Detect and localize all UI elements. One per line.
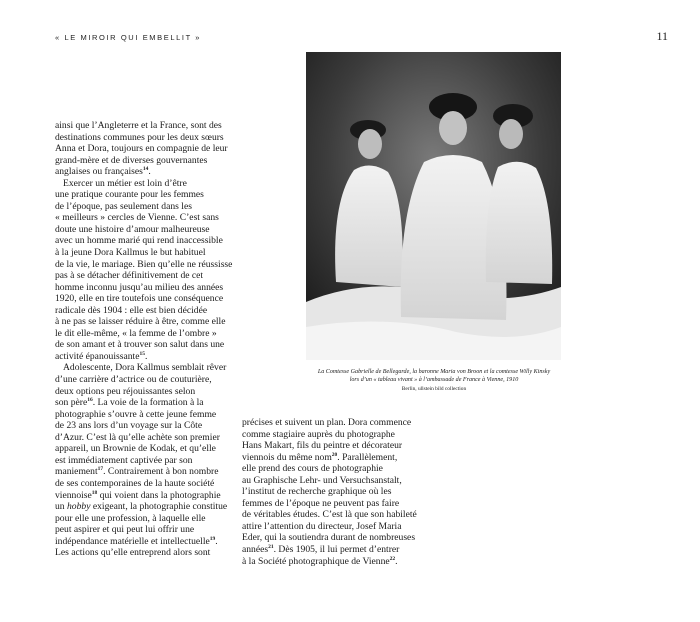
text-line: le dit elle-même, « la femme de l’ombre » (55, 327, 217, 339)
text-line: de 23 ans lors d’un voyage sur la Côte (55, 420, 203, 432)
text-line: précises et suivent un plan. Dora commence (242, 417, 412, 428)
text: . La voie de la formation à la (92, 397, 204, 409)
text: maniement (55, 466, 98, 478)
text-line: de véritables études. C’est là que son habileté (242, 509, 417, 521)
text-line: grand-mère et de diverses gouvernantes (55, 154, 208, 166)
paragraph-cont (242, 417, 450, 567)
footnote-ref[interactable]: 19 (209, 535, 216, 542)
italic-term: hobby (67, 501, 91, 513)
text: années (242, 544, 269, 556)
text-line: l’institut de recherche graphique où les (242, 486, 392, 498)
text-line: activité épanouissante$^{15}$. (55, 350, 148, 362)
text: son père (55, 397, 88, 409)
text-line: Adolescente, Dora Kallmus semblait rêver (63, 362, 227, 374)
text-line: pas à se détacher définitivement de cet (55, 270, 204, 282)
text-line: anglaises ou françaises$^{14}$. (55, 166, 151, 178)
paragraph-cont (55, 189, 255, 362)
text-line: d’Azur. C’est là qu’elle achète son premier (55, 431, 220, 443)
text-line: de son amant et à trouver son salut dans une (55, 339, 225, 351)
footnote-ref[interactable]: 22 (389, 555, 396, 562)
text-line (55, 501, 255, 513)
text-line: radicale dès 1904 : elle est bien décidée (55, 304, 208, 316)
footnote-ref[interactable]: 21 (268, 543, 274, 550)
running-header: « LE MIROIR QUI EMBELLIT » (55, 33, 202, 42)
text: indépendance matérielle et intellectuelle (55, 535, 210, 547)
text: . Dès 1905, il lui permet d’entrer (273, 544, 400, 556)
paragraph-cont (55, 374, 255, 559)
paragraph (55, 120, 255, 178)
footnote-ref[interactable]: 17 (97, 466, 104, 473)
text: . Parallèlement, (337, 451, 398, 463)
footnote-ref[interactable]: 18 (91, 489, 98, 496)
text-line (55, 397, 255, 409)
text-line: d’une carrière d’actrice ou de couturière, (55, 374, 212, 386)
text-line: elle prend des cours de photographie (242, 463, 383, 475)
text-line: comme stagiaire auprès du photographe (242, 428, 395, 440)
photograph-image (306, 52, 561, 360)
text-line: peut aspirer et qui peut lui offrir une (55, 524, 195, 536)
footnote-ref[interactable]: 14 (142, 166, 149, 172)
text-line: une pratique courante pour les femmes (55, 189, 204, 201)
text-line: indépendance matérielle et intellectuelle$^{19}$. (55, 535, 218, 547)
text: viennois du même nom (242, 451, 332, 463)
text-line (242, 556, 450, 568)
text-line: Exercer un métier est loin d’être (63, 177, 187, 189)
text: activité épanouissante (55, 350, 140, 362)
paragraph (55, 178, 255, 190)
text-line: à ne pas se laisser réduire à être, comme elle (55, 316, 226, 328)
page-number: 11 (656, 29, 668, 43)
text: anglaises ou françaises (55, 166, 143, 178)
text: à la Société photographique de Vienne (242, 555, 390, 567)
text-line: Hans Makart, fils du peintre et décorateur (242, 440, 403, 452)
text-line: pour elle une profession, à laquelle elle (55, 512, 206, 524)
text-line: ainsi que l’Angleterre et la France, sont des (55, 120, 222, 131)
text: viennoise (55, 489, 92, 501)
text-line (242, 544, 450, 556)
text-line: de ses contemporaines de la haute société (55, 477, 215, 489)
text-line: 1920, elle en tire toutefois une conséquence (55, 293, 224, 305)
text-line: avec un homme marié qui rend inaccessible (55, 235, 223, 247)
text-line (242, 452, 450, 464)
paragraph (55, 362, 255, 374)
text-line: de la vie, le mariage. Bien qu’elle ne réussisse (55, 258, 233, 270)
text-line: attire l’attention du directeur, Josef Maria (242, 520, 402, 532)
text: . (395, 555, 398, 567)
left-text-column (55, 120, 255, 559)
caption-line: La Comtesse Gabrielle de Bellegarde, la baronne Maria von Broon et la comtesse Willy Kinsky (317, 369, 551, 375)
text-line: « meilleurs » cercles de Vienne. C’est sans (55, 212, 219, 224)
footnote-ref[interactable]: 20 (331, 451, 338, 458)
text-line: au Graphische Lehr- und Versuchsanstalt, (242, 474, 402, 486)
right-text-column (242, 417, 450, 567)
text-line: Les actions qu’elle entreprend alors sont (55, 547, 211, 559)
text: . Contrairement à bon nombre (103, 466, 219, 478)
text-line: deux options peu réjouissantes selon (55, 385, 196, 397)
footnote-ref[interactable]: 15 (139, 350, 145, 357)
text-line: doute une histoire d’amour malheureuse (55, 223, 210, 235)
text-line: Anna et Dora, toujours en compagnie de leur (55, 143, 228, 155)
caption-line: lors d’un « tableau vivant » à l’ambassade de France à Vienne, 1910 (349, 377, 519, 383)
text-line: de l’époque, pas seulement dans les (55, 200, 192, 212)
text-line: femmes de l’époque ne peuvent pas faire (242, 497, 400, 509)
text: un (55, 501, 67, 513)
text-line: photographie s’ouvre à cette jeune femme (55, 408, 217, 420)
figure-caption (300, 368, 568, 393)
text-line: est immédiatement captivée par son (55, 454, 193, 466)
text-line (55, 490, 255, 502)
text-line: Eder, qui la soutiendra durant de nombreuses (242, 532, 416, 544)
text-line (55, 466, 255, 478)
text: qui voient dans la photographie (97, 489, 221, 501)
text-line: appareil, un Brownie de Kodak, et qu’elle (55, 443, 216, 455)
footnote-ref[interactable]: 16 (87, 396, 93, 403)
text-line: homme inconnu jusqu’au milieu des années (55, 281, 224, 293)
text-line: à la jeune Dora Kallmus le but habituel (55, 247, 206, 259)
photo-credit: Berlin, ullstein bild collection (401, 386, 467, 392)
text: exigeant, la photographie constitue (90, 501, 228, 513)
figure-photograph (306, 52, 561, 360)
text-line: destinations communes pour les deux sœurs (55, 131, 224, 143)
